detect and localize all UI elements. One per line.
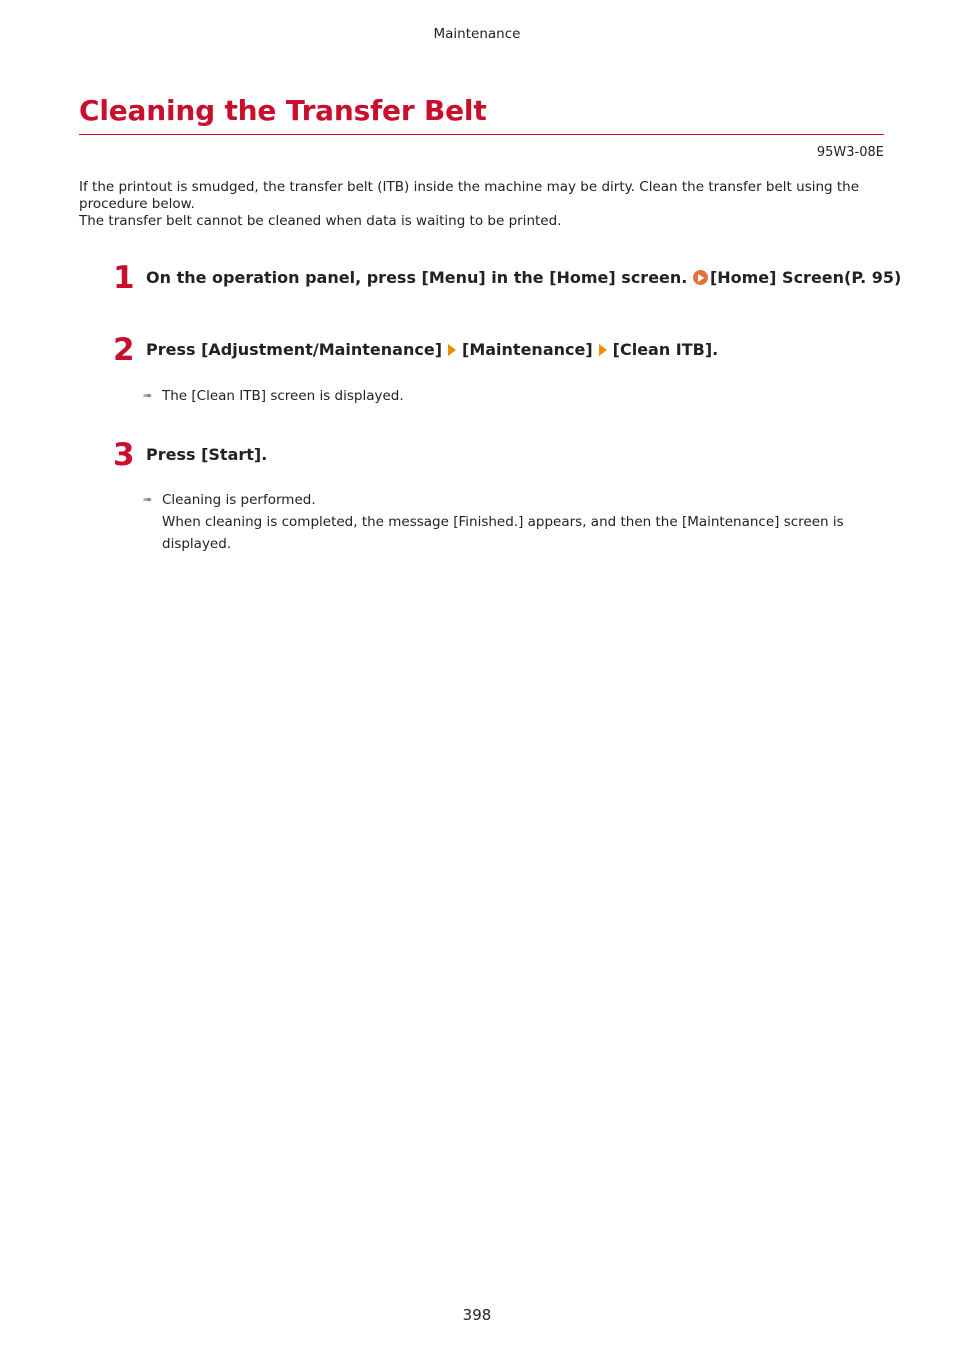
result-text: Cleaning is performed. xyxy=(162,492,316,508)
result-arrow-icon: ➠ xyxy=(143,493,152,506)
step-instruction-text: On the operation panel, press [Menu] in the [Home] screen. xyxy=(146,268,688,287)
page-number: 398 xyxy=(462,1306,492,1324)
intro-paragraph: If the printout is smudged, the transfer belt (ITB) inside the machine may be dirty. Clean the transfer belt using the procedure below. xyxy=(79,179,860,212)
step-instruction xyxy=(146,340,718,360)
step-instruction xyxy=(146,268,901,288)
step-number: 3 xyxy=(113,437,135,473)
home-screen-link[interactable] xyxy=(693,268,901,287)
intro-paragraph: The transfer belt cannot be cleaned when data is waiting to be printed. xyxy=(79,213,562,229)
result-arrow-icon: ➠ xyxy=(143,389,152,402)
step-result xyxy=(143,385,852,407)
circle-arrow-icon xyxy=(693,270,708,285)
link-text: [Home] Screen(P. 95) xyxy=(709,268,902,287)
triangle-right-icon xyxy=(599,344,607,356)
result-text: When cleaning is completed, the message [Finished.] appears, and then the [Maintenance] screen is displayed. xyxy=(162,514,844,552)
menu-path-item: [Clean ITB]. xyxy=(612,340,719,359)
menu-path-item: [Maintenance] xyxy=(462,340,593,359)
step-number: 2 xyxy=(113,332,135,368)
result-text: The [Clean ITB] screen is displayed. xyxy=(162,388,404,404)
menu-path-item: Press [Adjustment/Maintenance] xyxy=(146,340,443,359)
triangle-right-icon xyxy=(448,344,456,356)
running-header: Maintenance xyxy=(433,26,521,42)
title-divider xyxy=(79,134,884,135)
step-instruction: Press [Start]. xyxy=(146,445,268,464)
step-number: 1 xyxy=(113,260,135,296)
page-title: Cleaning the Transfer Belt xyxy=(79,94,487,127)
step-result xyxy=(143,489,852,555)
result-text-block xyxy=(162,489,852,555)
document-code: 95W3-08E xyxy=(816,145,884,160)
intro-text xyxy=(79,179,879,230)
